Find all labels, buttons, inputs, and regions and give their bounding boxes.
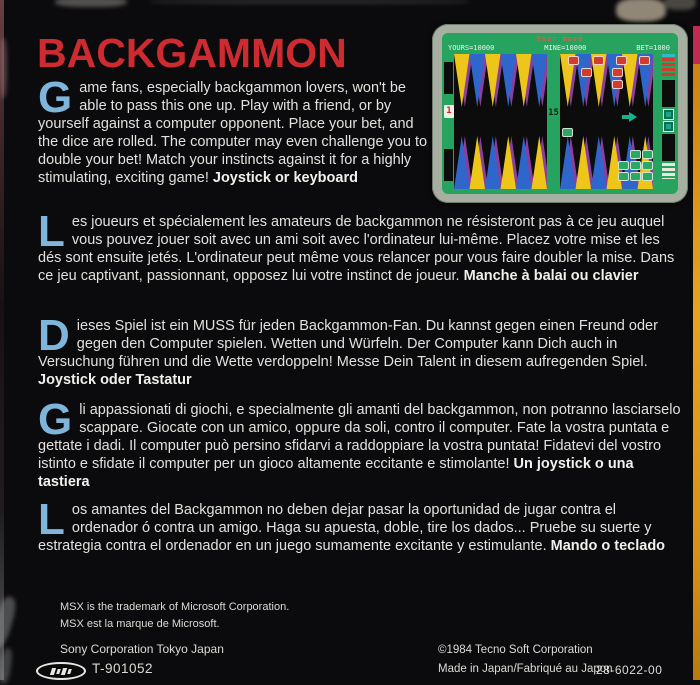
bar-checker-count: 15	[548, 108, 559, 118]
green-checker	[642, 172, 653, 181]
paragraph-italian-controls: Un joystick o una tastiera	[38, 456, 634, 490]
box-left-edge	[0, 0, 4, 680]
green-checker	[630, 150, 641, 159]
box-corner-wear	[0, 647, 13, 684]
paragraph-german	[38, 311, 686, 389]
paragraph-spanish-text: os amantes del Backgammon no deben dejar pasar la oportunidad de jugar contra el ordenador ó contra un amigo. Haga su apuesta, doble, tire los dados... Pruebe su suerte y estrategia contra el ordenador en un juego sumamente excitante y estimulante.	[38, 502, 652, 554]
board-right-half	[560, 54, 653, 189]
paragraph-italian	[38, 395, 688, 491]
box-edge-wear	[55, 0, 127, 7]
catalog-number: T-901052	[92, 661, 154, 676]
publisher-line: Sony Corporation Tokyo Japan	[60, 642, 224, 656]
trademark-line-en: MSX is the trademark of Microsoft Corporation.	[60, 601, 290, 613]
green-checker	[642, 161, 653, 170]
rail-slot	[662, 80, 675, 107]
paragraph-french-text: es joueurs et spécialement les amateurs de backgammon ne résisteront pas à ce jeu auquel vous pouvez jouer soit avec un ami soit avec l'ordinateur lui-même. Placez votre mise et les dés sont ensuite jetés. L'ordinateur peut même vous relancer pour vous faire doubler la mise. Dans ce jeu captivant, passionnant, opposez lui votre instinct de joueur.	[38, 214, 675, 284]
made-in-line: Made in Japan/Fabriqué au Japon	[438, 663, 613, 675]
green-checker	[630, 161, 641, 170]
dropcap-german: D	[38, 311, 70, 360]
dropcap-italian: G	[38, 395, 73, 444]
points-bottom-left	[454, 134, 547, 189]
box-corner-wear	[0, 595, 19, 650]
page-title: BACKGAMMON	[37, 30, 347, 76]
red-checker	[639, 56, 650, 65]
board-left-half	[454, 54, 547, 189]
paragraph-spanish-controls: Mando o teclado	[550, 538, 666, 554]
move-arrow-stem	[622, 115, 629, 119]
logo-glyph	[56, 669, 61, 674]
rail-dice-box	[663, 121, 674, 132]
red-checker	[593, 56, 604, 65]
box-right-edge-orange	[693, 64, 700, 680]
paragraph-english-text: ame fans, especially backgammon lovers, won't be able to pass this one up. Play with a friend, or by yourself against a computer opponent. Place your bet, and the dice are rolled. The computer may even challenge you to double your bet! Match your instincts against it for a highly stimulating, exciting game!	[38, 80, 428, 186]
backgammon-board	[454, 54, 653, 189]
points-top-left	[454, 54, 547, 109]
rail-slot	[444, 149, 453, 181]
paragraph-french	[38, 207, 686, 285]
box-right-edge-crimson	[693, 26, 700, 64]
move-arrow-head	[629, 112, 637, 122]
rail-dice-box	[663, 109, 674, 120]
red-checker	[612, 80, 623, 89]
green-checker	[642, 150, 653, 159]
green-checker	[562, 128, 573, 137]
green-checker	[618, 161, 629, 170]
dropcap-english: G	[38, 73, 73, 122]
paragraph-french-controls: Manche à balai ou clavier	[463, 268, 639, 284]
paragraph-english	[38, 73, 432, 187]
board-right-rail	[662, 54, 675, 189]
rail-slot	[662, 134, 675, 161]
logo-glyph	[67, 669, 72, 674]
paragraph-italian-text: li appassionati di giochi, e specialmente gli amanti del backgammon, non potranno lasciarselo scappare. Giocate con un amico, oppure da soli, contro il computer. Fate la vostra puntata e gettate i dadi. Il computer può persino sfidarvi a raddoppiare la vostra puntata! Fidatevi del vostro istinto e sfidate il computer per un gioco altamente eccitante e stimolante!	[38, 402, 681, 472]
score-mine: MINE=10000	[544, 44, 587, 52]
trademark-line-fr: MSX est la marque de Microsoft.	[60, 618, 220, 630]
rail-red-stripes	[662, 58, 675, 78]
game-screenshot-frame	[432, 24, 688, 203]
dropcap-french: L	[38, 207, 65, 256]
paragraph-german-text: ieses Spiel ist ein MUSS für jeden Backgammon-Fan. Du kannst gegen einen Freund oder gegen den Computer spielen. Wetten und Würfeln. Der Computer kann Dich auch in Versuchung führen und die Wette verdoppeln! Messe Dein Talent in diesem aufregenden Spiel.	[38, 318, 658, 370]
box-corner-wear	[664, 0, 696, 10]
red-checker	[581, 68, 592, 77]
rail-cyan-strip	[662, 54, 675, 57]
move-arrow-icon	[622, 112, 638, 122]
score-yours: YOURS=10000	[448, 44, 495, 52]
paragraph-german-controls: Joystick oder Tastatur	[38, 372, 192, 388]
bet-amount: BET=1000	[636, 44, 670, 52]
game-status-text: Your move	[536, 35, 584, 43]
box-edge-wear	[0, 38, 7, 98]
red-checker	[616, 56, 627, 65]
game-screen	[442, 33, 678, 194]
box-edge-wear	[150, 0, 470, 4]
msx-oval-logo	[36, 662, 86, 680]
red-checker	[568, 56, 579, 65]
copyright-line: ©1984 Tecno Soft Corporation	[438, 644, 593, 656]
die-value: 1	[444, 105, 454, 118]
green-checker	[630, 172, 641, 181]
board-left-rail	[444, 54, 453, 189]
rail-slot	[444, 62, 453, 94]
dropcap-spanish: L	[38, 495, 65, 544]
rail-white-stripes	[662, 163, 675, 179]
paragraph-spanish	[38, 495, 686, 555]
green-checker	[618, 172, 629, 181]
game-score-bar	[448, 44, 670, 52]
box-corner-wear	[616, 0, 666, 22]
red-checker	[612, 68, 623, 77]
paragraph-english-controls: Joystick or keyboard	[212, 170, 358, 186]
part-number: 28-6022-00	[596, 663, 663, 677]
